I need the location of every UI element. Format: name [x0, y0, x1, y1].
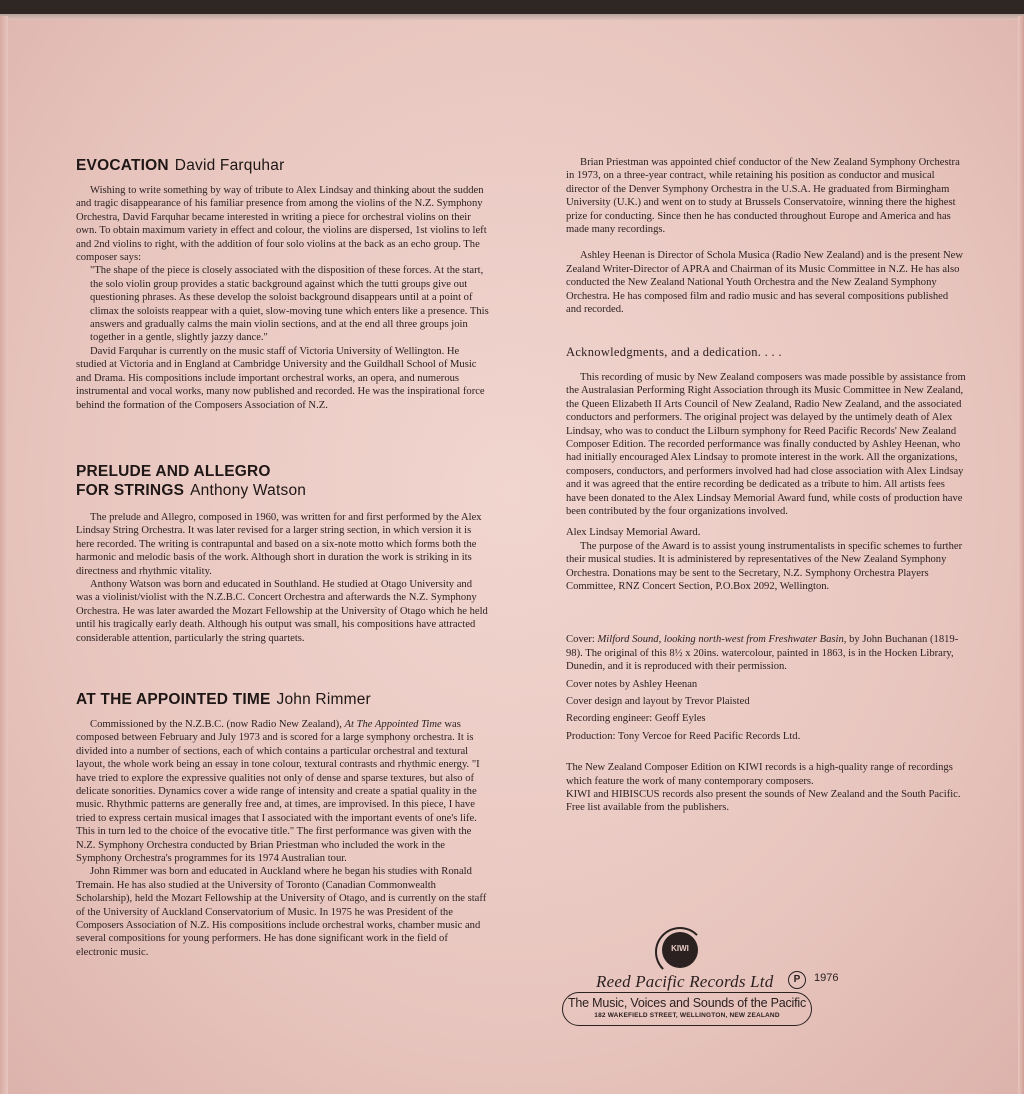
tagline: The Music, Voices and Sounds of the Pacific — [567, 996, 807, 1010]
company-address: 182 WAKEFIELD STREET, WELLINGTON, NEW ZEALAND — [594, 1012, 780, 1019]
appointed-paragraph-1 — [76, 718, 491, 865]
prelude-title-line2: FOR STRINGS — [76, 481, 185, 499]
prelude-title-line1: PRELUDE AND ALLEGRO — [76, 462, 271, 480]
prelude-composer: Anthony Watson — [190, 481, 307, 499]
prelude-paragraph-2: Anthony Watson was born and educated in Southland. He studied at Otago University and was a violinist/violist with the N.Z.B.C. Concert Orchestra and afterwards the N.Z. Symphony Orchestra. He was later awarded the Mozart Fellowship at the University of Otago which he held until his tragically early death. Although his output was small, his compositions have attracted considerable attention, particularly the string quartets. — [76, 578, 488, 644]
right-edge — [1018, 16, 1024, 1094]
appointed-title: AT THE APPOINTED TIME — [76, 690, 271, 708]
appointed-heading — [76, 690, 491, 709]
recording-engineer-credit: Recording engineer: Geoff Eyles — [566, 713, 706, 725]
cover-notes-credit: Cover notes by Ashley Heenan — [566, 678, 698, 690]
reed-pacific-logo — [562, 932, 839, 1028]
evocation-composer: David Farquhar — [174, 157, 285, 174]
appointed-paragraph-2: John Rimmer was born and educated in Auckland where he began his studies with Ronald Tremain. He has also studied at the University of Toronto (Canadian Commonwealth Scholarship), held the Mozart Fellowship at the University of Otago, and is currently on the staff of the University of Auckland Conservatorium of Music. In 1975 he was President of the Composers Association of N.Z. His compositions include orchestral works, chamber music and several compositions for young performers. He has done significant work in the field of electronic music. — [76, 866, 487, 958]
right-column — [566, 156, 966, 815]
cover-painting-title: Milford Sound, looking north-west from Freshwater Basin, — [597, 634, 847, 646]
appointed-composer: John Rimmer — [276, 690, 371, 708]
prelude-paragraph-1: The prelude and Allegro, composed in 1960, was written for and first performed by the Alex Lindsay String Orchestra. It was later revised for a larger string section, in which version it is here recorded. The writing is contrapuntal and based on a six-note motto which forms both the harmonic and melodic basis of the work. Although short in duration the work is striking in its directness and rhythmic vitality. — [76, 511, 482, 577]
evocation-heading — [76, 156, 491, 175]
priestman-paragraph: Brian Priestman was appointed chief conductor of the New Zealand Symphony Orchestra in 1973, on a three-year contract, while retaining his position as conductor and musical director of the Denver Symphony Orchestra in the U.S.A. He graduated from Birmingham University (U.K.) and went on to study at Brussels Conservatoire, winning there the highest prize for conducting. Since then he has conducted throughout Europe and America and has made many recordings. — [566, 157, 960, 236]
cover-design-credit: Cover design and layout by Trevor Plaisted — [566, 696, 750, 707]
tagline-pill — [562, 992, 812, 1026]
cover-credit — [566, 633, 966, 673]
production-credit: Production: Tony Vercoe for Reed Pacific Records Ltd. — [566, 730, 801, 742]
evocation-paragraph-2: David Farquhar is currently on the music staff of Victoria University of Wellington. He studied at Victoria and in England at Cambridge University and the Guildhall School of Music and Drama. His compositions include important orchestral works, an opera, and numerous instrumental and vocal works, many now published and recorded. He was the inspirational force behind the formation of the Composers Association of N.Z. — [76, 345, 485, 411]
edition-text: The New Zealand Composer Edition on KIWI records is a high-quality range of recordings which feature the work of many contemporary composers. — [566, 762, 953, 787]
acknowledgments-heading: Acknowledgments, and a dedication. . . . — [566, 345, 782, 360]
kiwi-hibiscus-text: KIWI and HIBISCUS records also present the sounds of New Zealand and the South Pacific. — [566, 789, 961, 801]
heenan-paragraph: Ashley Heenan is Director of Schola Musica (Radio New Zealand) and is the present New Zealand Writer-Director of APRA and Chairman of its Music Committee in N.Z. He has also conducted the New Zealand National Youth Orchestra and the New Zealand Symphony Orchestra. He has composed film and radio music and has several compositions published and recorded. — [566, 250, 964, 316]
company-name: Reed Pacific Records Ltd — [596, 972, 774, 991]
acknowledgments-paragraph: This recording of music by New Zealand composers was made possible by assistance from the Australasian Performing Right Association through its Music Committee in New Zealand, the Queen Elizabeth II Arts Council of New Zealand, Radio New Zealand, and the associated conductors and performers. The original project was delayed by the untimely death of Alex Lindsay, who was to conduct the Lilburn symphony for Reed Pacific Records' New Zealand Composer Edition. The recorded performance was finally conducted by Ashley Heenan, who had initially encouraged Alex Lindsay to promote interest in the work. All the organizations, composers, conductors, and performers involved had had close association with Alex Lindsay and it was agreed that the entire recording be dedicated as a tribute to him. All artists fees have been donated to the Alex Lindsay Memorial Award fund, while costs of production have been contributed by the four organizations involved. — [566, 371, 966, 517]
evocation-paragraph-1: Wishing to write something by way of tribute to Alex Lindsay and thinking about the sudden and tragic disappearance of his familiar presence from among the violins of the N.Z. Symphony Orchestra, David Farquhar became interested in writing a piece for orchestral violins on their own. To obtain maximum variety in effect and colour, the violins are dispersed, 1st violins to left and 2nd violins to right, with the addition of four solo violins at the back as an echo group. The composer says: — [76, 185, 487, 264]
award-heading: Alex Lindsay Memorial Award. — [566, 527, 701, 539]
left-column — [76, 156, 491, 959]
kiwi-logo-text: KIWI — [671, 944, 689, 953]
left-edge — [0, 16, 8, 1094]
copyright-year: 1976 — [814, 972, 839, 984]
evocation-title: EVOCATION — [76, 157, 169, 174]
kiwi-logo-icon — [662, 932, 698, 968]
appointed-p1-start: Commissioned by the N.Z.B.C. (now Radio New Zealand), — [90, 718, 345, 730]
evocation-quote: "The shape of the piece is closely associated with the disposition of these forces. At the start, the solo violin group provides a static background against which the tutti groups give out questioning phrases. As these develop the soloist background disappears until at a point of climax the soloists reappear with a quiet, slow-moving tune which enters like a presence. This answers and gradually calms the main violin sections, and at the end all three groups join together in a gentle, slightly jazzy dance." — [90, 265, 489, 344]
prelude-heading — [76, 462, 491, 500]
free-list-text: Free list available from the publishers. — [566, 802, 729, 814]
appointed-work-title: At The Appointed Time — [344, 718, 442, 730]
cover-credit-rest: by John Buchanan (1819-98). The original of this 8½ x 20ins. watercolour, painted in 1863, is in the Hocken Library, Dunedin, and it is reproduced with their permission. — [566, 634, 959, 673]
cover-label: Cover: — [566, 634, 598, 646]
phonogram-p-icon: P — [788, 971, 806, 989]
award-paragraph: The purpose of the Award is to assist young instrumentalists in specific schemes to further their musical studies. It is administered by representatives of the New Zealand Symphony Orchestra. Donations may be sent to the Secretary, N.Z. Symphony Orchestra Players Committee, RNZ Concert Section, P.O.Box 2092, Wellington. — [566, 540, 963, 592]
top-edge-wear — [0, 14, 1024, 20]
appointed-p1-rest: was composed between February and July 1973 and is scored for a large symphony orchestra. It is divided into a number of sections, each of which contains a particular orchestral and textural layout, the whole work being an essay in tone colour, textural contrasts and rhythmic energy. "I have tried to explore the expressive qualities not only of dense and sparse textures, but also of delicate sonorities. Dynamics cover a wide range of intensity and create a spatial quality in the music. Rhythmic patterns are generally free and, at times, are improvised. In this piece, I have tried to express certain musical images that I associated with the important events of one's life. This in turn led to the choice of the evocative title." The first performance was given with the N.Z. Symphony Orchestra conducted by Brian Priestman who included the work in the Symphony Orchestra's programmes for its 1974 Australian tour. — [76, 718, 480, 865]
